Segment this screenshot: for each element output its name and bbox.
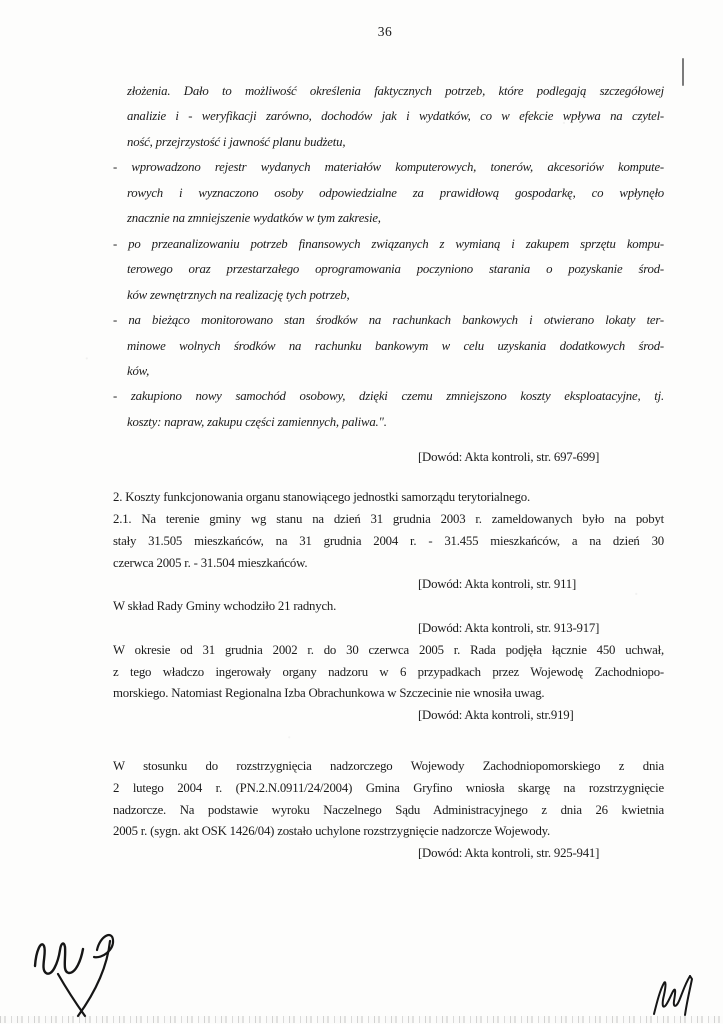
body-line: czerwca 2005 r. - 31.504 mieszkańców.	[113, 555, 308, 570]
quote-line: rowych i wyznaczono osoby odpowiedzialne za prawidłową gospodarkę, co wpłynęło	[127, 185, 664, 200]
quote-line: minowe wolnych środków na rachunku bankowym w celu uzyskania dodatkowych środ-	[127, 338, 664, 353]
body-line: z tego władczo ingerowały organy nadzoru w 6 przypadkach przez Wojewodę Zachodniopo-	[113, 664, 664, 679]
quote-line: znacznie na zmniejszenie wydatków w tym zakresie,	[127, 211, 381, 226]
quote-line: analizie i - weryfikacji zarówno, dochodów jak i wydatków, co w efekcie wpływa na czytel-	[127, 109, 664, 124]
pen-stroke-mark-icon	[682, 58, 684, 86]
body-line: nadzorcze. Na podstawie wyroku Naczelnego Sądu Administracyjnego z dnia 26 kwietnia	[113, 802, 664, 817]
quote-line: ków zewnętrznych na realizację tych potrzeb,	[127, 287, 350, 302]
evidence-ref: [Dowód: Akta kontroli, str. 925-941]	[418, 846, 600, 861]
quote-line: ków,	[127, 363, 150, 378]
evidence-ref: [Dowód: Akta kontroli, str.919]	[418, 708, 574, 723]
body-line: 2.1. Na terenie gminy wg stanu na dzień 31 grudnia 2003 r. zameldowanych było na pobyt	[113, 511, 664, 526]
quote-line: - po przeanalizowaniu potrzeb finansowych związanych z wymianą i zakupem sprzętu kompu-	[113, 236, 664, 251]
evidence-ref: [Dowód: Akta kontroli, str. 911]	[418, 577, 577, 592]
handwritten-initials-icon	[646, 968, 704, 1020]
body-line: W stosunku do rozstrzygnięcia nadzorczego Wojewody Zachodniopomorskiego z dnia	[113, 758, 664, 773]
quote-block	[113, 79, 664, 435]
quote-line: - na bieżąco monitorowano stan środków na rachunkach bankowych i otwierano lokaty ter-	[113, 313, 664, 328]
quote-line: - zakupiono nowy samochód osobowy, dzięki czemu zmniejszono koszty eksploatacyjne, tj.	[113, 389, 664, 404]
body-line: W skład Rady Gminy wchodziło 21 radnych.	[113, 599, 337, 614]
quote-line: terowego oraz przestarzałego oprogramowania poczyniono starania o pozyskanie środ-	[127, 262, 664, 277]
quote-line: koszty: napraw, zakupu części zamiennych, paliwa.".	[127, 414, 387, 429]
evidence-ref: [Dowód: Akta kontroli, str. 697-699]	[418, 450, 600, 465]
handwritten-paraph-icon	[24, 916, 169, 1020]
evidence-ref: [Dowód: Akta kontroli, str. 913-917]	[418, 620, 600, 635]
quote-line: złożenia. Dało to możliwość określenia faktycznych potrzeb, które podlegają szczegółowej	[127, 84, 664, 98]
body-line: morskiego. Natomiast Regionalna Izba Obrachunkowa w Szczecinie nie wnosiła uwag.	[113, 686, 545, 701]
quote-line: - wprowadzono rejestr wydanych materiałów komputerowych, tonerów, akcesoriów kompute-	[113, 160, 664, 175]
section-heading: 2. Koszty funkcjonowania organu stanowiącego jednostki samorządu terytorialnego.	[113, 490, 530, 505]
body-line: 2 lutego 2004 r. (PN.2.N.0911/24/2004) Gmina Gryfino wniosła skargę na rozstrzygnięcie	[113, 780, 664, 795]
quote-line: ność, przejrzystość i jawność planu budżetu,	[127, 134, 346, 149]
scan-edge-artifact	[0, 1016, 723, 1023]
page-number: 36	[377, 24, 393, 39]
body-line: W okresie od 31 grudnia 2002 r. do 30 czerwca 2005 r. Rada podjęła łącznie 450 uchwał,	[113, 642, 664, 657]
body-line: 2005 r. (sygn. akt OSK 1426/04) zostało uchylone rozstrzygnięcie nadzorcze Wojewody.	[113, 824, 551, 839]
body-line: stały 31.505 mieszkańców, na 31 grudnia 2004 r. - 31.455 mieszkańców, a na dzień 30	[113, 533, 664, 548]
document-body	[113, 79, 664, 865]
